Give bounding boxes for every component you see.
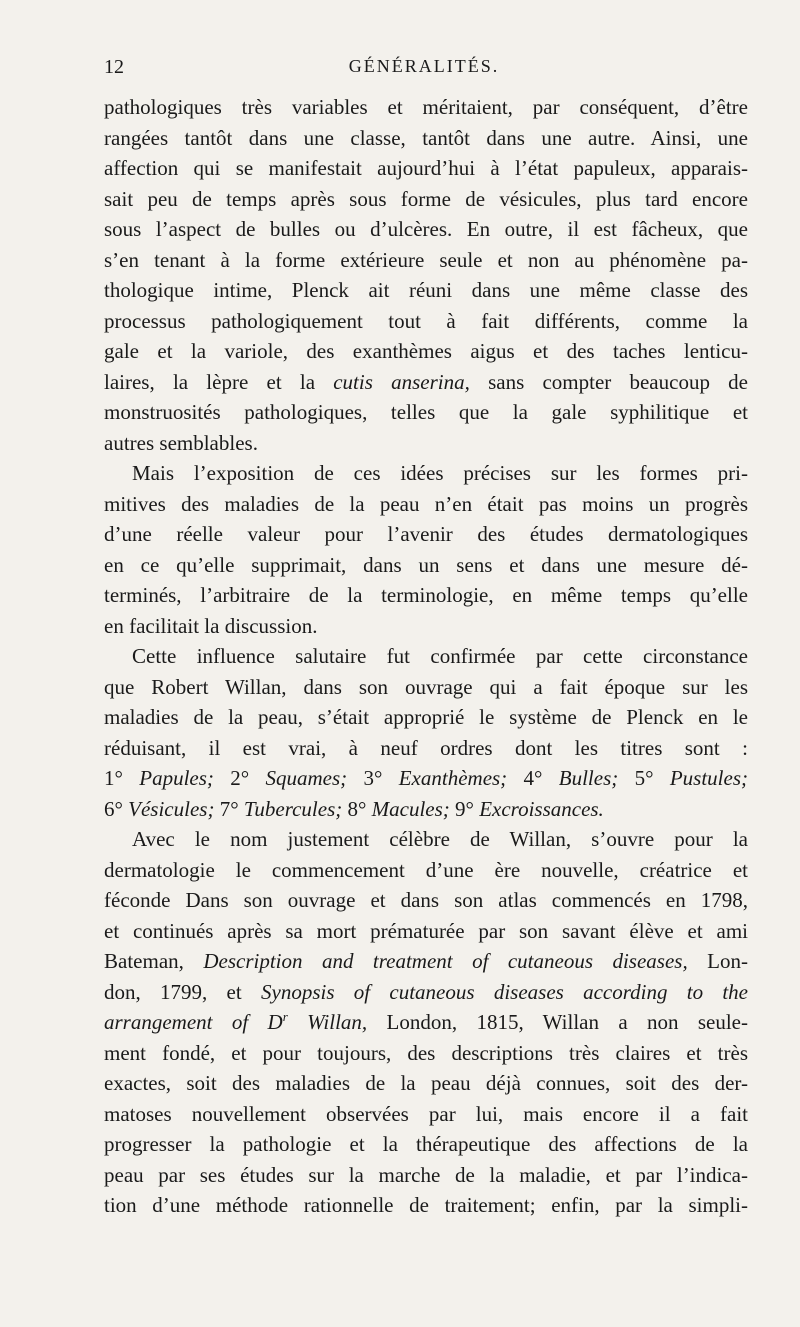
text-line [104,92,748,123]
text-line [104,519,748,550]
text-line [104,428,748,459]
text-segment: Lon- [687,949,748,973]
text-segment: 6° [104,796,129,821]
text-segment: 7° [214,796,244,821]
text-line [104,702,748,733]
text-line [104,306,748,337]
text-segment: matoses nouvellement observées par lui, mais encore il a fait [104,1101,748,1126]
text-line [104,946,748,977]
text-line [104,763,748,794]
text-segment: pathologiques très variables et méritaient, par conséquent, d’être [104,95,748,119]
text-line [104,367,748,398]
text-line [104,824,748,855]
italic-text: Vésicules; [128,796,215,821]
text-line [104,641,748,672]
text-segment: que Robert Willan, dans son ouvrage qui a fait époque sur les [104,674,748,699]
italic-text: Tubercules; [243,796,343,821]
text-segment: 8° [342,796,372,821]
text-line [104,1068,748,1099]
text-line [104,458,748,489]
text-segment: et continués après sa mort prématurée par son savant élève et ami [104,918,748,943]
text-line [104,245,748,276]
text-line [104,794,748,825]
text-segment: 1° [104,766,140,790]
text-segment: s’en tenant à la forme extérieure seule et non au phénomène pa- [104,247,748,272]
text-segment: thologique intime, Plenck ait réuni dans une même classe des [104,278,748,302]
text-segment: Avec le nom justement célèbre de Willan, s’ouvre pour la [132,827,748,851]
text-segment: en ce qu’elle supprimait, dans un sens et dans une mesure dé- [104,552,748,577]
text-line [104,1038,748,1069]
italic-text: Exanthèmes; [398,766,508,790]
text-segment: processus pathologiquement tout à fait différents, comme la [104,308,748,333]
text-segment: progresser la pathologie et la thérapeutique des affections de la [104,1132,748,1156]
text-segment: tion d’une méthode rationnelle de traitement; enfin, par la simpli- [104,1193,748,1217]
text-segment: d’une réelle valeur pour l’avenir des études dermatologiques [104,522,748,546]
text-segment: London, 1815, Willan a non seule- [367,1010,748,1034]
text-line [104,1099,748,1130]
text-line [104,885,748,916]
text-line [104,275,748,306]
text-line [104,123,748,154]
text-line [104,672,748,703]
italic-text: Pustules; [669,766,748,790]
text-line [104,611,748,642]
text-segment: sait peu de temps après sous forme de vésicules, plus tard encore [104,186,748,211]
text-line [104,855,748,886]
running-title: GÉNÉRALITÉS. [348,56,500,76]
text-line [104,184,748,215]
text-line [104,214,748,245]
text-segment: Cette influence salutaire fut confirmée par cette circonstance [132,644,748,668]
text-segment: sous l’aspect de bulles ou d’ulcères. En outre, il est fâcheux, que [104,217,748,241]
text-segment: 3° [347,766,399,790]
text-segment: terminés, l’arbitraire de la terminologie, en même temps qu’elle [104,583,748,607]
text-segment: 2° [213,766,266,790]
text-segment: sans compter beaucoup de [469,369,748,394]
text-segment: autres semblables. [104,430,258,455]
text-segment: ment fondé, et pour toujours, des descriptions très claires et très [104,1040,748,1065]
text-line [104,1007,748,1038]
text-segment: en facilitait la discussion. [104,613,318,638]
text-segment: 5° [618,766,670,790]
text-line [104,1129,748,1160]
text-segment: monstruosités pathologiques, telles que la gale syphilitique et [104,400,748,424]
text-segment: don, 1799, et [104,979,261,1004]
italic-text: Macules; [371,796,450,821]
italic-text: Synopsis of cutaneous diseases according to the [261,979,749,1004]
text-line [104,489,748,520]
italic-text: Papules; [139,766,214,790]
body-text [104,92,748,1221]
text-line [104,153,748,184]
text-segment: peau par ses études sur la marche de la maladie, et par l’indica- [104,1162,748,1187]
text-line [104,336,748,367]
page-number: 12 [104,56,124,78]
text-line [104,580,748,611]
text-segment: maladies de la peau, s’était approprié le système de Plenck en le [104,705,748,729]
text-segment: Bateman, [104,949,204,973]
text-line [104,977,748,1008]
text-line [104,1190,748,1221]
text-segment: mitives des maladies de la peau n’en était pas moins un progrès [104,491,748,516]
text-line [104,733,748,764]
running-header [104,56,744,82]
italic-text: Description and treatment of cutaneous diseases, [203,949,688,973]
text-segment: réduisant, il est vrai, à neuf ordres dont les titres sont : [104,735,748,760]
text-segment: Mais l’exposition de ces idées précises sur les formes pri- [132,461,748,485]
text-segment: 4° [507,766,559,790]
italic-text: Excroissances. [479,796,604,821]
text-line [104,550,748,581]
italic-text: r [282,1009,288,1024]
text-line [104,397,748,428]
text-segment: laires, la lèpre et la [104,369,334,394]
text-segment: exactes, soit des maladies de la peau déjà connues, soit des der- [104,1071,748,1095]
text-segment: féconde Dans son ouvrage et dans son atlas commencés en 1798, [104,888,748,912]
text-segment: 9° [449,796,480,821]
text-segment: affection qui se manifestait aujourd’hui à l’état papuleux, apparais- [104,156,748,180]
text-line [104,916,748,947]
text-segment: rangées tantôt dans une classe, tantôt dans une autre. Ainsi, une [104,125,748,150]
italic-text: arrangement of D [104,1010,283,1034]
italic-text: Squames; [265,766,348,790]
text-segment: gale et la variole, des exanthèmes aigus et des taches lenticu- [104,339,748,363]
italic-text: cutis anserina, [333,369,470,394]
text-segment: dermatologie le commencement d’une ère nouvelle, créatrice et [104,857,748,882]
italic-text: Willan, [287,1010,368,1034]
italic-text: Bulles; [558,766,619,790]
text-line [104,1160,748,1191]
